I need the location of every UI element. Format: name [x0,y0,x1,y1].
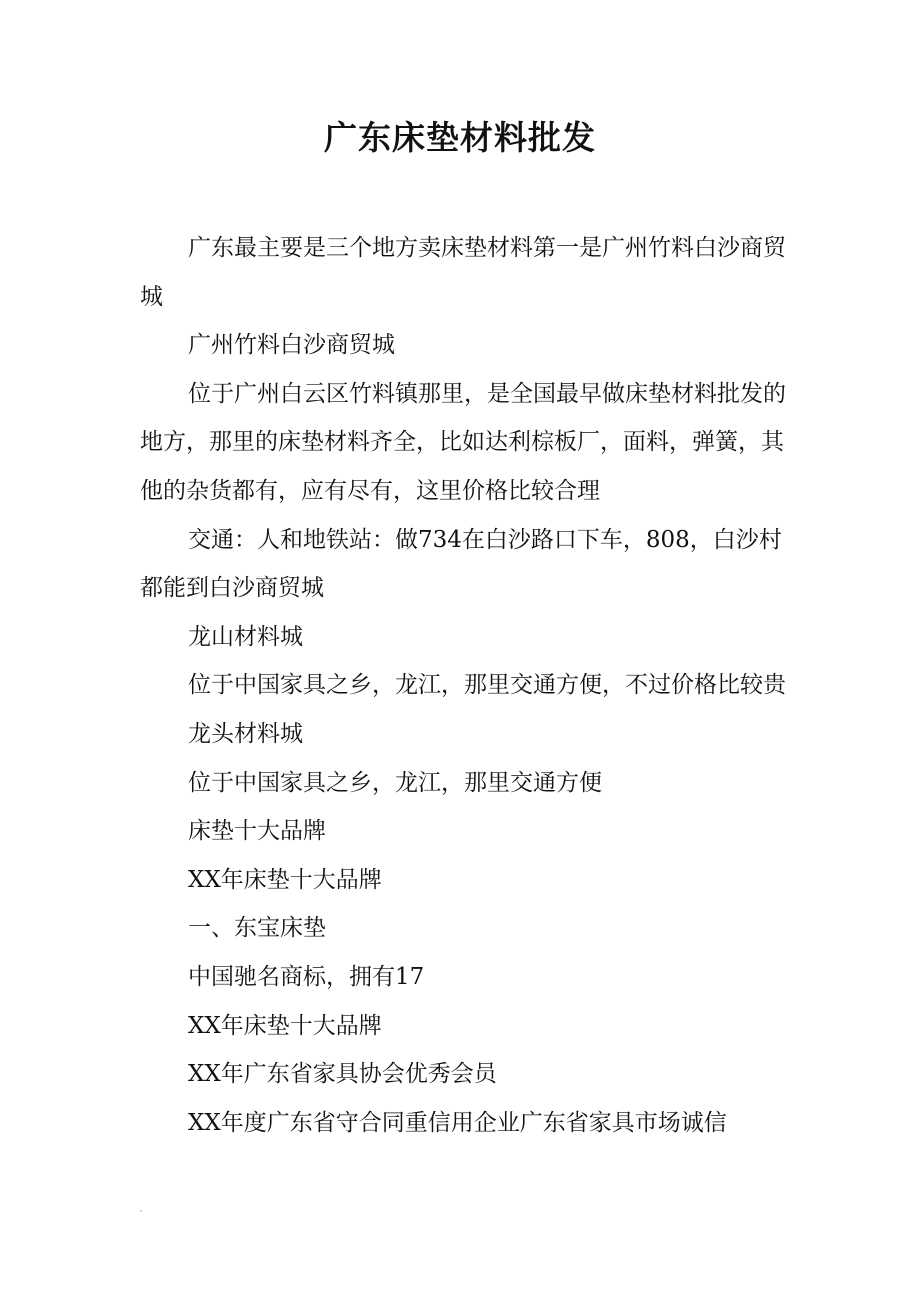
document-title: 广东床垫材料批发 [324,118,596,157]
paragraph: 广州竹料白沙商贸城 [188,332,395,359]
paragraph: XX年床垫十大品牌 [188,1012,382,1039]
paragraph: 龙山材料城 [188,623,303,650]
paragraph: 一、东宝床垫 [188,915,326,942]
paragraph: 位于广州白云区竹料镇那里，是全国最早做床垫材料批发的地方，那里的床垫材料齐全，比如达利棕板厂，面料，弹簧，其他的杂货都有，应有尽有，这里价格比较合理 [140,380,786,504]
paragraph: 龙头材料城 [188,720,303,747]
paragraph: 广东最主要是三个地方卖床垫材料第一是广州竹料白沙商贸城 [140,235,786,310]
paragraph: 交通：人和地铁站：做734在白沙路口下车，808，白沙村都能到白沙商贸城 [140,526,782,602]
page-speck [140,1210,142,1212]
paragraph: 床垫十大品牌 [188,818,326,845]
paragraph: XX年广东省家具协会优秀会员 [188,1061,497,1088]
paragraph: 中国驰名商标，拥有17 [188,963,425,990]
paragraph: 位于中国家具之乡，龙江，那里交通方便，不过价格比较贵 [188,672,786,699]
paragraph: 位于中国家具之乡，龙江，那里交通方便 [188,769,602,796]
paragraph: XX年度广东省守合同重信用企业广东省家具市场诚信 [188,1109,727,1136]
document-body [140,224,800,1147]
paragraph: XX年床垫十大品牌 [188,866,382,893]
